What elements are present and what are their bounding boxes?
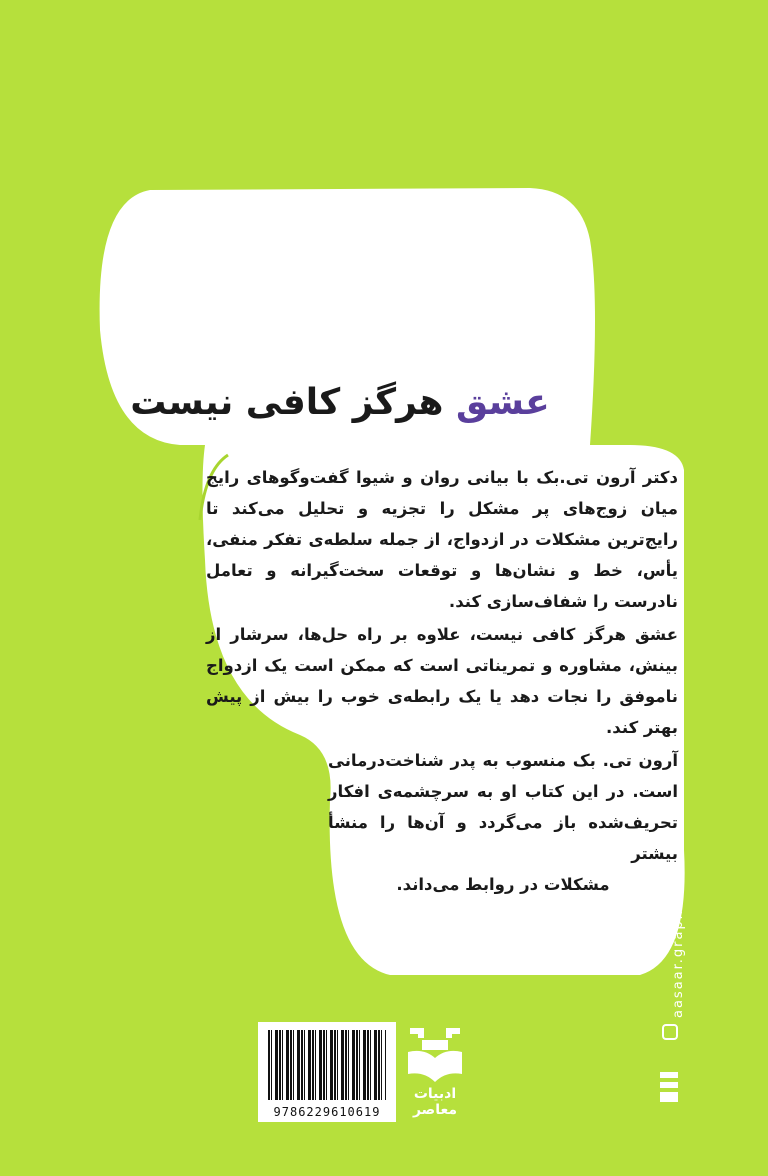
designer-logo-icon bbox=[658, 1070, 680, 1104]
description-paragraph-3 bbox=[328, 745, 678, 900]
designer-handle: aasaar.graphic bbox=[671, 894, 686, 1018]
paragraph-3-text: آرون تی. بک منسوب به پدر شناخت‌درمانی است. در این کتاب او به سرچشمه‌ی افکار تحریف‌شده باز می‌گردد و آن‌ها را منشأ بیشتر bbox=[328, 751, 678, 863]
instagram-icon bbox=[662, 1024, 678, 1040]
description-paragraph-2: عشق هرگز کافی نیست، علاوه بر راه حل‌ها، سرشار از بینش، مشاوره و تمریناتی است که ممکن است یک ازدواج ناموفق را نجات دهد یا یک رابطه‌ی خوب را بیش از پیش بهتر کند. bbox=[206, 625, 678, 737]
description-paragraph-1: دکتر آرون تی.بک با بیانی روان و شیوا گفت‌وگوهای رایج میان زوج‌های پر مشکل را تجزیه و تحلیل می‌کند تا رایج‌ترین مشکلات در ازدواج، از جمله سلطه‌ی تفکر منفی، یأس، خط و نشان‌ها و توقعات سخت‌گیرانه و تعامل نادرست را شفاف‌سازی کند. bbox=[206, 468, 678, 611]
barcode bbox=[258, 1022, 396, 1122]
barcode-bars bbox=[268, 1030, 386, 1100]
publisher-logo bbox=[404, 1022, 466, 1122]
title-rest: هرگز کافی نیست bbox=[130, 382, 444, 423]
title-accent: عشق bbox=[456, 382, 550, 423]
description-text bbox=[206, 462, 678, 902]
book-title bbox=[90, 382, 590, 423]
paragraph-3-last-line: مشکلات در روابط می‌داند. bbox=[396, 875, 610, 894]
isbn-number: 9786229610619 bbox=[273, 1105, 381, 1119]
publisher-name: ادبیات معاصر bbox=[412, 1086, 458, 1118]
